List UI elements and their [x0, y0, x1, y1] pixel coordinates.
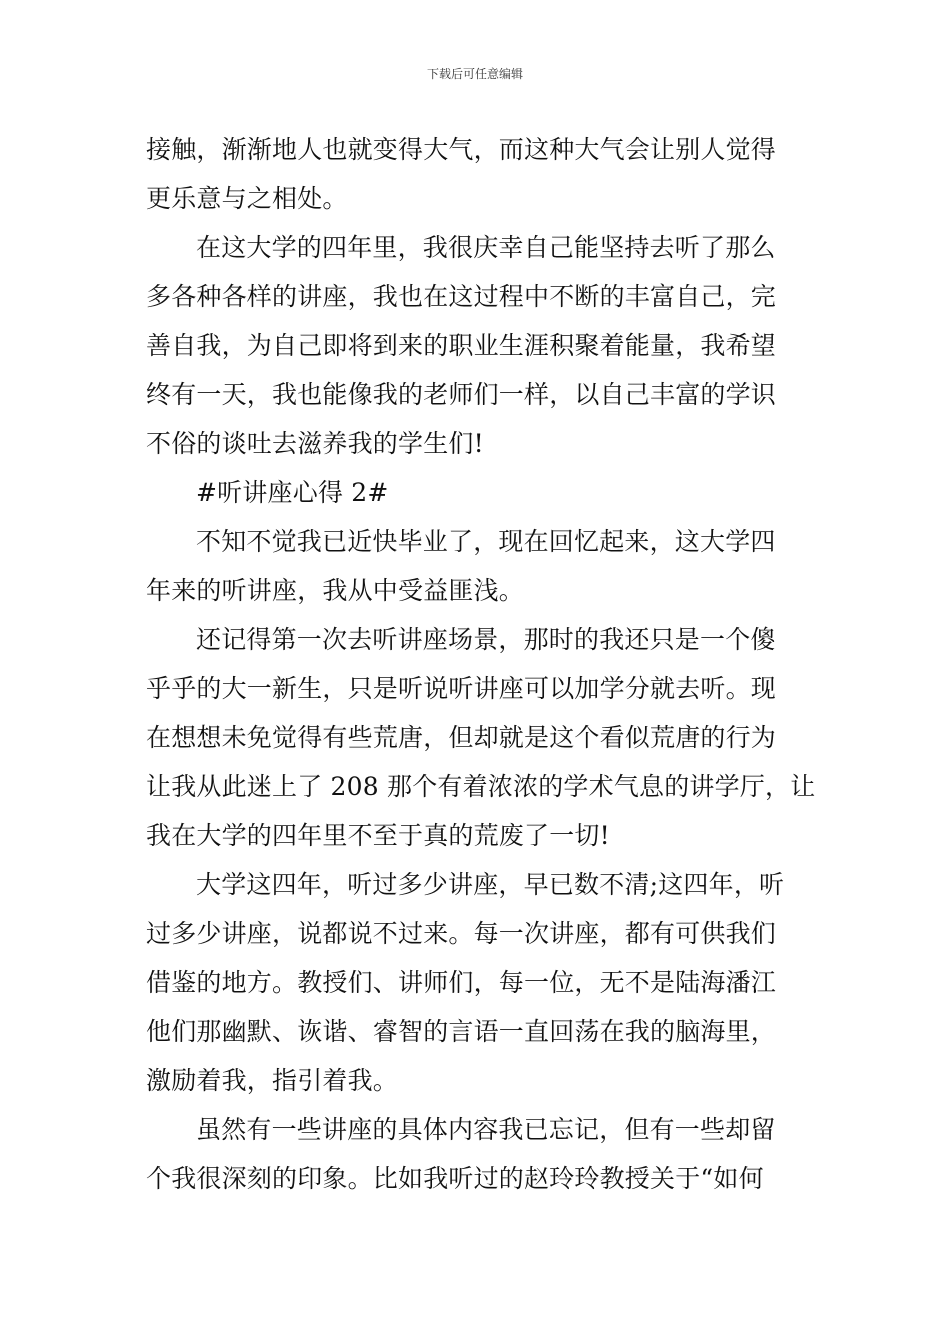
text-line: 他们那幽默、诙谐、睿智的言语一直回荡在我的脑海里， [146, 1017, 777, 1046]
text-line: 在想想未免觉得有些荒唐，但却就是这个看似荒唐的行为 [146, 723, 777, 752]
text-line: 接触，渐渐地人也就变得大气，而这种大气会让别人觉得 [146, 135, 777, 164]
text-line: 虽然有一些讲座的具体内容我已忘记，但有一些却留 [196, 1115, 776, 1144]
text-line: 我在大学的四年里不至于真的荒废了一切! [146, 821, 610, 850]
text-line: 不知不觉我已近快毕业了，现在回忆起来，这大学四 [196, 527, 776, 556]
text-line: #听讲座心得 2# [196, 478, 389, 507]
text-line: 善自我，为自己即将到来的职业生涯积聚着能量，我希望 [146, 331, 777, 360]
text-line: 还记得第一次去听讲座场景，那时的我还只是一个傻 [196, 625, 776, 654]
text-line: 多各种各样的讲座，我也在这过程中不断的丰富自己，完 [146, 282, 777, 311]
page-header-note: 下载后可任意编辑 [426, 67, 523, 81]
text-line: 在这大学的四年里，我很庆幸自己能坚持去听了那么 [196, 233, 776, 262]
text-line: 乎乎的大一新生，只是听说听讲座可以加学分就去听。现 [146, 674, 777, 703]
text-line: 借鉴的地方。教授们、讲师们，每一位，无不是陆海潘江 [146, 968, 777, 997]
text-line: 过多少讲座，说都说不过来。每一次讲座，都有可供我们 [146, 919, 777, 948]
text-line: 让我从此迷上了 208 那个有着浓浓的学术气息的讲学厅，让 [146, 772, 816, 801]
text-line: 更乐意与之相处。 [146, 184, 348, 213]
text-line: 个我很深刻的印象。比如我听过的赵玲玲教授关于“如何 [146, 1164, 764, 1193]
text-line: 不俗的谈吐去滋养我的学生们! [146, 429, 484, 458]
text-line: 激励着我，指引着我。 [146, 1066, 399, 1095]
text-line: 年来的听讲座，我从中受益匪浅。 [146, 576, 525, 605]
text-line: 终有一天，我也能像我的老师们一样，以自己丰富的学识 [146, 380, 777, 409]
text-line: 大学这四年，听过多少讲座，早已数不清;这四年，听 [196, 870, 785, 899]
document-body [146, 125, 816, 1203]
